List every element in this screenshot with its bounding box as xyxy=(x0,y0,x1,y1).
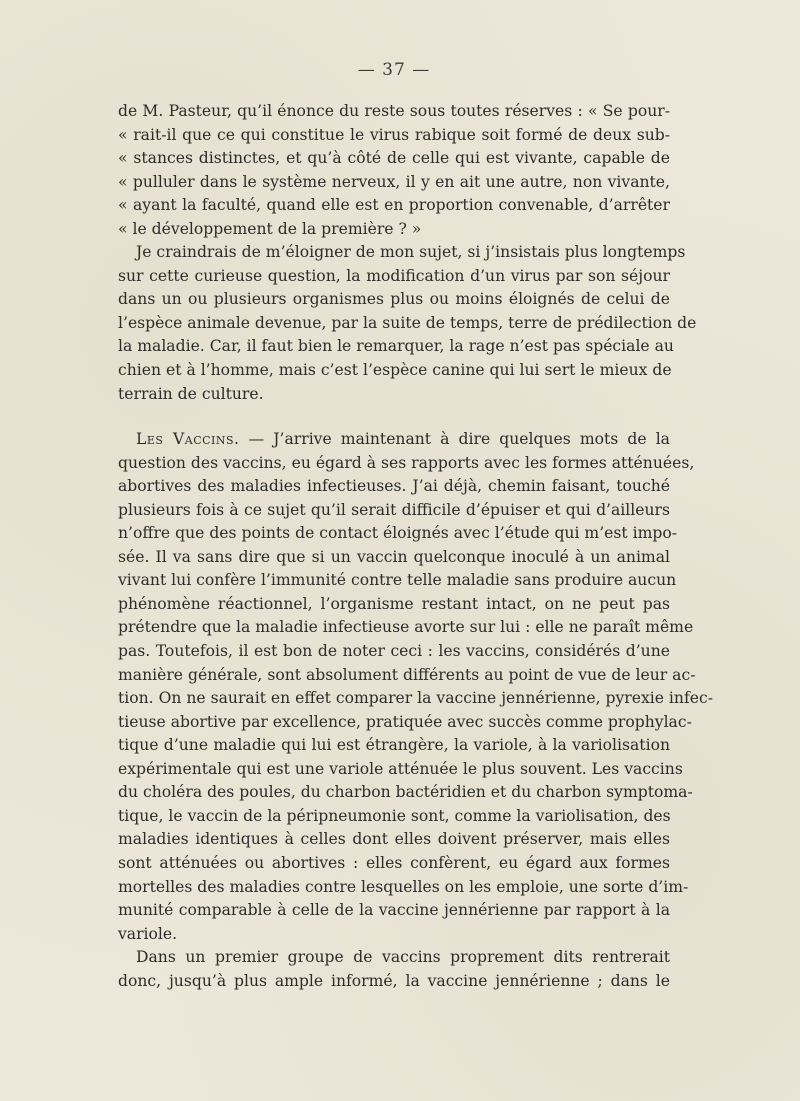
text-line: « pulluler dans le système nerveux, il y en ait une autre, non vivante, xyxy=(118,172,670,191)
text-line: plusieurs fois à ce sujet qu’il serait difficile d’épuiser et qui d’ailleurs xyxy=(118,500,670,519)
paragraph-1 xyxy=(118,100,670,241)
text-line: « le développement de la première ? » xyxy=(118,219,422,238)
section-spacer xyxy=(118,406,670,428)
text-line: terrain de culture. xyxy=(118,384,264,403)
text-line: mortelles des maladies contre lesquelles on les emploie, une sorte d’im- xyxy=(118,877,689,896)
text-line: Je craindrais de m’éloigner de mon sujet, si j’insistais plus longtemps xyxy=(136,243,686,262)
text-line: tion. On ne saurait en effet comparer la vaccine jennérienne, pyrexie infec- xyxy=(118,689,713,708)
heading-continuation: — J’arrive maintenant à dire quelques mots de la xyxy=(239,430,670,449)
text-line: munité comparable à celle de la vaccine jennérienne par rapport à la xyxy=(118,901,670,920)
text-line: donc, jusqu’à plus ample informé, la vaccine jennérienne ; dans le xyxy=(118,971,670,990)
text-line: question des vaccins, eu égard à ses rapports avec les formes atténuées, xyxy=(118,453,695,472)
text-line: sur cette curieuse question, la modification d’un virus par son séjour xyxy=(118,266,670,285)
section-heading: Les Vaccins. xyxy=(136,430,240,449)
document-page xyxy=(118,60,713,993)
text-line: « stances distinctes, et qu’à côté de celle qui est vivante, capable de xyxy=(118,149,670,168)
paragraph-2 xyxy=(118,241,697,406)
text-line: « rait-il que ce qui constitue le virus rabique soit formé de deux sub- xyxy=(118,125,670,144)
text-line: maladies identiques à celles dont elles doivent préserver, mais elles xyxy=(118,830,670,849)
text-line: manière générale, sont absolument différents au point de vue de leur ac- xyxy=(118,665,696,684)
text-line xyxy=(118,428,670,452)
paragraph-3 xyxy=(118,428,713,946)
text-line: variole. xyxy=(118,924,178,943)
text-line: « ayant la faculté, quand elle est en proportion convenable, d’arrêter xyxy=(118,196,670,215)
text-line: prétendre que la maladie infectieuse avorte sur lui : elle ne paraît même xyxy=(118,618,694,637)
text-line: n’offre que des points de contact éloignés avec l’étude qui m’est impo- xyxy=(118,524,678,543)
text-line: tieuse abortive par excellence, pratiquée avec succès comme prophylac- xyxy=(118,712,692,731)
text-line: Dans un premier groupe de vaccins proprement dits rentrerait xyxy=(136,948,670,967)
text-line: tique, le vaccin de la péripneumonie sont, comme la variolisation, des xyxy=(118,806,671,825)
text-line: du choléra des poules, du charbon bactéridien et du charbon symptoma- xyxy=(118,783,693,802)
text-line: l’espèce animale devenue, par la suite de temps, terre de prédilection de xyxy=(118,313,697,332)
text-line: tique d’une maladie qui lui est étrangère, la variole, à la variolisation xyxy=(118,736,670,755)
text-line: de M. Pasteur, qu’il énonce du reste sous toutes réserves : « Se pour- xyxy=(118,102,670,120)
text-line: sont atténuées ou abortives : elles confèrent, eu égard aux formes xyxy=(118,853,670,872)
text-line: abortives des maladies infectieuses. J’ai déjà, chemin faisant, touché xyxy=(118,477,670,496)
page-number: — 37 — xyxy=(357,60,431,80)
paragraph-4 xyxy=(118,946,670,993)
text-line: pas. Toutefois, il est bon de noter ceci : les vaccins, considérés d’une xyxy=(118,642,670,661)
text-line: expérimentale qui est une variole atténuée le plus souvent. Les vaccins xyxy=(118,759,683,778)
text-line: phénomène réactionnel, l’organisme restant intact, on ne peut pas xyxy=(118,594,670,613)
text-line: sée. Il va sans dire que si un vaccin quelconque inoculé à un animal xyxy=(118,547,670,566)
text-line: la maladie. Car, il faut bien le remarquer, la rage n’est pas spéciale au xyxy=(118,337,674,356)
text-line: chien et à l’homme, mais c’est l’espèce canine qui lui sert le mieux de xyxy=(118,361,672,380)
text-line: dans un ou plusieurs organismes plus ou moins éloignés de celui de xyxy=(118,290,670,309)
text-line: vivant lui confère l’immunité contre telle maladie sans produire aucun xyxy=(118,571,677,590)
